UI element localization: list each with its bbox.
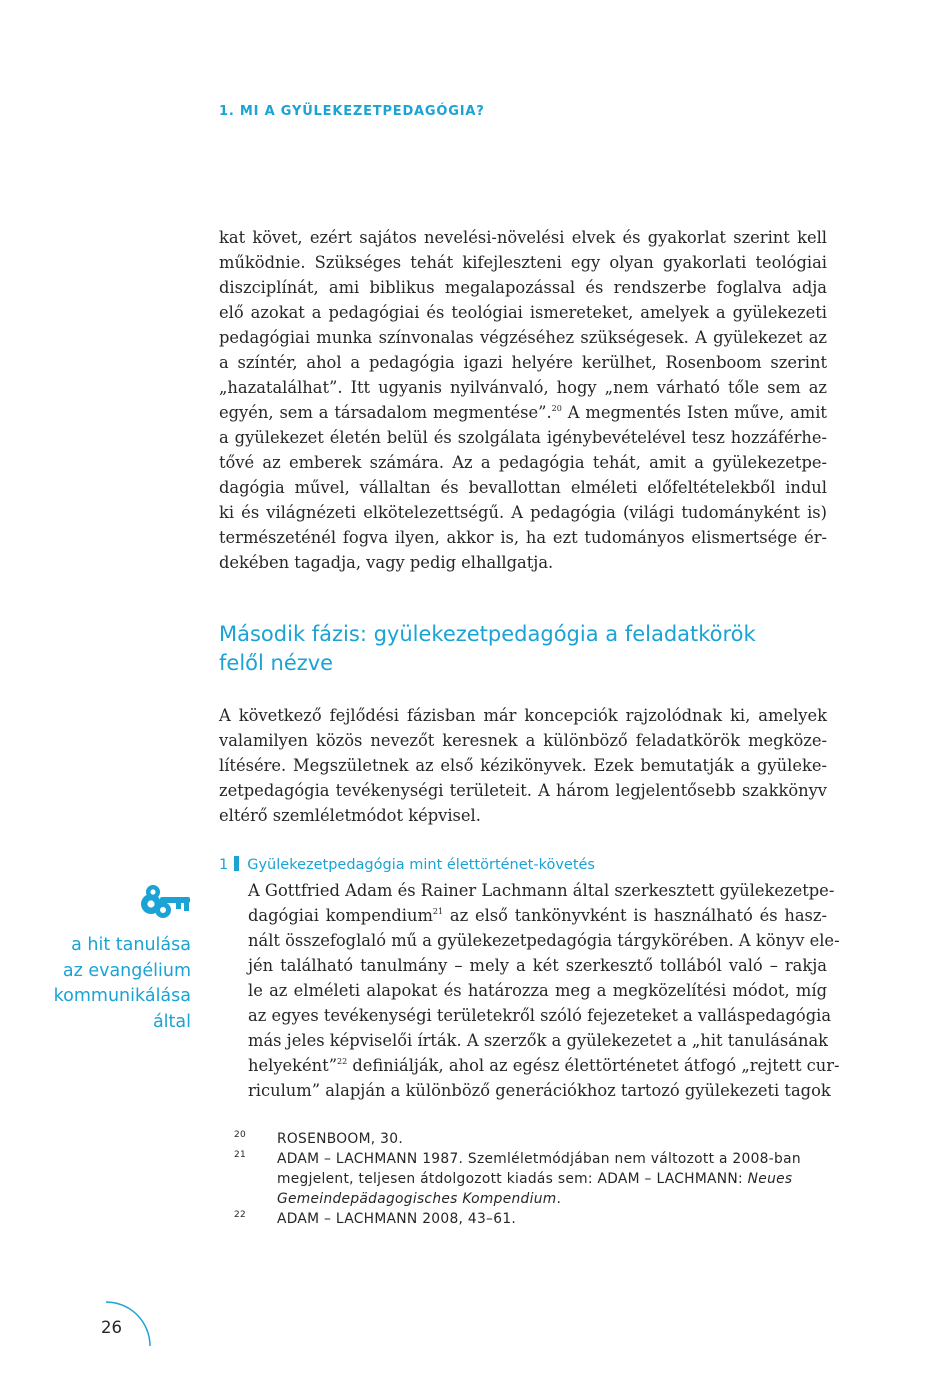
subsection-bar [234,856,239,871]
paragraph-3 [248,878,840,1103]
subsection-number: 1 [219,857,229,873]
text-line: működnie. Szükséges tehát kifejleszteni egy olyan gyakorlati teológiai [219,253,827,272]
key-icon [140,883,192,921]
text-line: le az elméleti alapokat és határozza meg a megközelítési módot, míg [248,981,827,1000]
paragraph-1 [219,225,827,575]
text-line: dagógiai kompendium$^{21}$ az első tankönyvként is használható és hasz- [248,906,827,925]
text-line: kat követ, ezért sajátos nevelési-növelési elvek és gyakorlat szerint kell [219,228,827,247]
text-line: pedagógiai munka színvonalas végzéséhez szükségesek. A gyülekezet az [219,328,827,347]
text-line: ki és világnézeti elkötelezettségű. A pedagógia (világi tudományként is) [219,503,827,522]
text-line: riculum” alapján a különböző generációkhoz tartozó gyülekezeti tagok [248,1081,831,1100]
footnote-text: ADAM – LACHMANN 2008, 43–61. [277,1211,517,1227]
footnote-number: 21 [234,1150,247,1160]
footnote-number: 22 [234,1210,247,1220]
text-line: eltérő szemléletmódot képvisel. [219,806,481,825]
footnote-text: Gemeindepädagogisches Kompendium. [277,1191,562,1207]
footnote-22 [234,1209,834,1229]
text-line: nált összefoglaló mű a gyülekezetpedagógia tárgykörében. A könyv ele- [248,931,840,950]
footnote-text: ADAM – LACHMANN 1987. Szemléletmódjában nem változott a 2008-ban [277,1151,801,1167]
running-header: 1. MI A GYÜLEKEZETPEDAGÓGIA? [219,104,485,119]
section-heading [219,620,827,678]
sidebar-note-line: az evangélium [62,960,191,981]
section-heading-line: Második fázis: gyülekezetpedagógia a feladatkörök [219,622,756,646]
footnote-ref-20[interactable]: 20 [551,404,562,413]
footnote-text: megjelent, teljesen átdolgozott kiadás sem: ADAM – LACHMANN: Neues [277,1171,793,1187]
subsection-title: Gyülekezetpedagógia mint élettörténet-követés [247,857,595,873]
text-line: helyeként”$^{22}$ definiálják, ahol az egész élettörténetet átfogó „rejtett cur- [248,1056,840,1075]
text-line: természeténél fogva ilyen, akkor is, ha ezt tudományos elismertsége ér- [219,528,827,547]
footnote-ref-21[interactable]: 21 [432,907,444,916]
text-line: A Gottfried Adam és Rainer Lachmann által szerkesztett gyülekezetpe- [248,881,835,900]
sidebar-note-line: kommunikálása [53,986,191,1006]
text-line: „hazatalálhat”. Itt ugyanis nyilvánvaló, hogy „nem várható tőle sem az [219,378,827,397]
footnote-number: 20 [234,1130,247,1140]
footnote-text: ROSENBOOM, 30. [277,1131,404,1147]
sidebar-note [20,933,191,1035]
text-line: diszciplínát, ami biblikus megalapozással és rendszerbe foglalva adja [219,278,827,297]
text-line: tővé az emberek számára. Az a pedagógia tehát, amit a gyülekezetpe- [219,453,827,472]
text-line: elő azokat a pedagógiai és teológiai ismereteket, amelyek a gyülekezeti [219,303,827,322]
sidebar-note-line: által [152,1011,191,1032]
text-line: más jeles képviselői írták. A szerzők a gyülekezetet a „hit tanulásának [248,1031,829,1050]
text-line: egyén, sem a társadalom megmentése”.$^{20}$ A megmentés Isten műve, amit [219,403,827,422]
text-line: A következő fejlődési fázisban már koncepciók rajzolódnak ki, amelyek [219,706,827,725]
footnote-ref-22[interactable]: 22 [337,1057,348,1066]
sidebar-note-line: a hit tanulása [71,935,191,955]
text-line: a színtér, ahol a pedagógia igazi helyére kerülhet, Rosenboom szerint [219,353,827,372]
text-line: jén található tanulmány – mely a két szerkesztő tollából való – rakja [248,956,827,975]
footnote-20 [234,1129,834,1149]
footnotes [234,1129,834,1229]
text-line: valamilyen közös nevezőt keresnek a különböző feladatkörök megköze- [219,731,827,750]
page-number: 26 [101,1318,122,1337]
text-line: zetpedagógia tevékenységi területeit. A három legjelentősebb szakkönyv [219,781,827,800]
subsection-heading [219,856,595,873]
text-line: dekében tagadja, vagy pedig elhallgatja. [219,553,554,572]
section-heading-line: felől nézve [219,651,334,675]
paragraph-2 [219,703,827,828]
text-line: dagógia művel, vállaltan és bevallottan elméleti előfeltételekből indul [219,478,827,497]
footnote-21 [234,1149,834,1209]
text-line: lítésére. Megszületnek az első kézikönyvek. Ezek bemutatják a gyüleke- [219,756,827,775]
text-line: az egyes tevékenységi területekről szóló fejezeteket a valláspedagógia [248,1006,832,1025]
text-line: a gyülekezet életén belül és szolgálata igénybevételével tesz hozzáférhe- [219,428,827,447]
